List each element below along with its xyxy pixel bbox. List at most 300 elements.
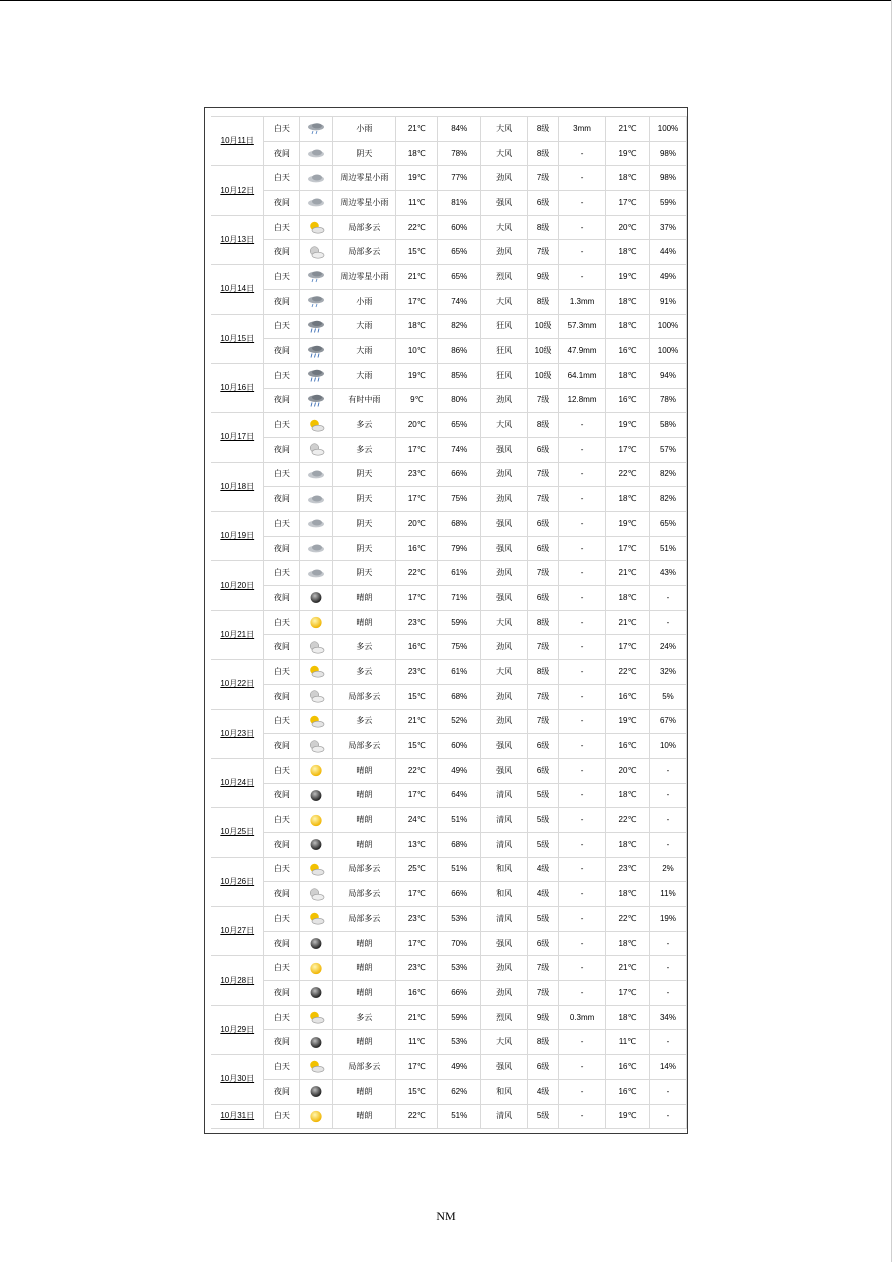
weather-cell: 阴天	[333, 512, 396, 537]
temperature-cell: 23℃	[396, 660, 438, 685]
table-row	[211, 660, 687, 685]
rain-probability-cell: 24%	[649, 635, 686, 660]
wind-cell: 劲风	[481, 487, 528, 512]
wind-level-cell: 8级	[528, 1030, 559, 1055]
icon-cell	[300, 1030, 333, 1055]
overcast-cloud-icon	[307, 468, 325, 481]
precipitation-cell: -	[559, 981, 606, 1006]
wind-level-cell: 6级	[528, 931, 559, 956]
top-rule	[0, 0, 892, 1]
heavy-rain-icon	[307, 320, 325, 333]
weather-cell: 局部多云	[333, 240, 396, 265]
table-row	[211, 1055, 687, 1080]
wind-cell: 强风	[481, 191, 528, 216]
precipitation-cell: -	[559, 857, 606, 882]
precipitation-cell: -	[559, 265, 606, 290]
weather-cell: 晴朗	[333, 783, 396, 808]
precipitation-cell: -	[559, 684, 606, 709]
icon-cell	[300, 289, 333, 314]
rain-probability-cell: 100%	[649, 314, 686, 339]
humidity-cell: 75%	[438, 487, 481, 512]
humidity-cell: 59%	[438, 610, 481, 635]
temperature-cell: 23℃	[396, 462, 438, 487]
icon-cell	[300, 191, 333, 216]
period-cell: 夜间	[264, 684, 300, 709]
icon-cell	[300, 981, 333, 1006]
precipitation-cell: -	[559, 808, 606, 833]
icon-cell	[300, 437, 333, 462]
weather-cell: 局部多云	[333, 857, 396, 882]
icon-cell	[300, 339, 333, 364]
wind-cell: 大风	[481, 660, 528, 685]
period-cell: 白天	[264, 314, 300, 339]
feels-like-cell: 19℃	[606, 709, 650, 734]
wind-level-cell: 5级	[528, 783, 559, 808]
wind-level-cell: 6级	[528, 734, 559, 759]
humidity-cell: 51%	[438, 808, 481, 833]
temperature-cell: 17℃	[396, 437, 438, 462]
sun-cloud-icon	[307, 912, 325, 925]
moon-icon	[307, 937, 325, 950]
sun-icon	[307, 814, 325, 827]
table-row	[211, 684, 687, 709]
wind-cell: 强风	[481, 512, 528, 537]
precipitation-cell: -	[559, 832, 606, 857]
precipitation-cell: 57.3mm	[559, 314, 606, 339]
wind-level-cell: 5级	[528, 832, 559, 857]
table-row	[211, 907, 687, 932]
period-cell: 白天	[264, 413, 300, 438]
humidity-cell: 59%	[438, 1005, 481, 1030]
humidity-cell: 53%	[438, 907, 481, 932]
wind-level-cell: 7级	[528, 635, 559, 660]
table-row	[211, 808, 687, 833]
moon-icon	[307, 838, 325, 851]
rain-probability-cell: 49%	[649, 265, 686, 290]
date-cell: 10月22日	[211, 660, 264, 709]
icon-cell	[300, 832, 333, 857]
weather-cell: 多云	[333, 1005, 396, 1030]
wind-cell: 清风	[481, 808, 528, 833]
table-row	[211, 1104, 687, 1129]
rain-probability-cell: -	[649, 610, 686, 635]
feels-like-cell: 18℃	[606, 487, 650, 512]
icon-cell	[300, 512, 333, 537]
overcast-cloud-icon	[307, 567, 325, 580]
date-cell: 10月17日	[211, 413, 264, 462]
temperature-cell: 22℃	[396, 758, 438, 783]
wind-level-cell: 6级	[528, 1055, 559, 1080]
period-cell: 白天	[264, 166, 300, 191]
period-cell: 白天	[264, 265, 300, 290]
precipitation-cell: -	[559, 610, 606, 635]
wind-cell: 狂风	[481, 363, 528, 388]
icon-cell	[300, 956, 333, 981]
table-row	[211, 1030, 687, 1055]
weather-cell: 周边零星小雨	[333, 166, 396, 191]
icon-cell	[300, 462, 333, 487]
temperature-cell: 15℃	[396, 684, 438, 709]
precipitation-cell: 0.3mm	[559, 1005, 606, 1030]
humidity-cell: 68%	[438, 512, 481, 537]
wind-level-cell: 8级	[528, 117, 559, 142]
wind-cell: 大风	[481, 1030, 528, 1055]
icon-cell	[300, 363, 333, 388]
table-row	[211, 166, 687, 191]
table-row	[211, 610, 687, 635]
temperature-cell: 23℃	[396, 610, 438, 635]
moon-icon	[307, 591, 325, 604]
date-cell: 10月11日	[211, 117, 264, 166]
humidity-cell: 49%	[438, 1055, 481, 1080]
precipitation-cell: 12.8mm	[559, 388, 606, 413]
weather-cell: 晴朗	[333, 758, 396, 783]
precipitation-cell: -	[559, 240, 606, 265]
rain-probability-cell: -	[649, 1079, 686, 1104]
temperature-cell: 19℃	[396, 363, 438, 388]
moon-icon	[307, 1085, 325, 1098]
wind-level-cell: 9级	[528, 265, 559, 290]
sun-cloud-icon	[307, 863, 325, 876]
table-row	[211, 141, 687, 166]
period-cell: 夜间	[264, 437, 300, 462]
humidity-cell: 82%	[438, 314, 481, 339]
wind-cell: 劲风	[481, 240, 528, 265]
date-cell: 10月25日	[211, 808, 264, 857]
wind-cell: 狂风	[481, 339, 528, 364]
feels-like-cell: 16℃	[606, 388, 650, 413]
moon-icon	[307, 789, 325, 802]
wind-cell: 劲风	[481, 166, 528, 191]
rain-probability-cell: -	[649, 758, 686, 783]
temperature-cell: 15℃	[396, 1079, 438, 1104]
temperature-cell: 24℃	[396, 808, 438, 833]
weather-cell: 周边零星小雨	[333, 265, 396, 290]
rain-probability-cell: 58%	[649, 413, 686, 438]
wind-level-cell: 8级	[528, 141, 559, 166]
humidity-cell: 74%	[438, 289, 481, 314]
wind-cell: 大风	[481, 117, 528, 142]
precipitation-cell: -	[559, 586, 606, 611]
humidity-cell: 61%	[438, 660, 481, 685]
feels-like-cell: 21℃	[606, 561, 650, 586]
rain-probability-cell: 14%	[649, 1055, 686, 1080]
weather-cell: 小雨	[333, 289, 396, 314]
feels-like-cell: 18℃	[606, 931, 650, 956]
feels-like-cell: 22℃	[606, 907, 650, 932]
rain-probability-cell: 44%	[649, 240, 686, 265]
feels-like-cell: 18℃	[606, 363, 650, 388]
precipitation-cell: -	[559, 166, 606, 191]
weather-cell: 晴朗	[333, 586, 396, 611]
wind-level-cell: 9级	[528, 1005, 559, 1030]
table-row	[211, 215, 687, 240]
humidity-cell: 68%	[438, 684, 481, 709]
wind-cell: 大风	[481, 141, 528, 166]
humidity-cell: 65%	[438, 240, 481, 265]
date-cell: 10月14日	[211, 265, 264, 314]
wind-cell: 劲风	[481, 388, 528, 413]
rain-probability-cell: 82%	[649, 487, 686, 512]
wind-cell: 烈风	[481, 1005, 528, 1030]
heavy-rain-icon	[307, 369, 325, 382]
period-cell: 夜间	[264, 1079, 300, 1104]
humidity-cell: 84%	[438, 117, 481, 142]
wind-level-cell: 8级	[528, 660, 559, 685]
temperature-cell: 23℃	[396, 907, 438, 932]
wind-level-cell: 7级	[528, 487, 559, 512]
weather-cell: 多云	[333, 709, 396, 734]
sun-icon	[307, 616, 325, 629]
temperature-cell: 16℃	[396, 635, 438, 660]
precipitation-cell: -	[559, 635, 606, 660]
feels-like-cell: 16℃	[606, 1055, 650, 1080]
wind-cell: 劲风	[481, 635, 528, 660]
period-cell: 夜间	[264, 487, 300, 512]
humidity-cell: 79%	[438, 536, 481, 561]
weather-cell: 周边零星小雨	[333, 191, 396, 216]
wind-cell: 清风	[481, 1104, 528, 1129]
precipitation-cell: -	[559, 536, 606, 561]
wind-cell: 清风	[481, 907, 528, 932]
icon-cell	[300, 1104, 333, 1129]
period-cell: 白天	[264, 363, 300, 388]
humidity-cell: 77%	[438, 166, 481, 191]
temperature-cell: 25℃	[396, 857, 438, 882]
wind-level-cell: 5级	[528, 907, 559, 932]
precipitation-cell: -	[559, 1030, 606, 1055]
temperature-cell: 10℃	[396, 339, 438, 364]
feels-like-cell: 19℃	[606, 512, 650, 537]
icon-cell	[300, 265, 333, 290]
temperature-cell: 19℃	[396, 166, 438, 191]
icon-cell	[300, 487, 333, 512]
table-row	[211, 487, 687, 512]
icon-cell	[300, 931, 333, 956]
sun-icon	[307, 764, 325, 777]
temperature-cell: 18℃	[396, 141, 438, 166]
table-row	[211, 413, 687, 438]
rain-probability-cell: 43%	[649, 561, 686, 586]
humidity-cell: 66%	[438, 981, 481, 1006]
weather-cell: 多云	[333, 635, 396, 660]
precipitation-cell: 1.3mm	[559, 289, 606, 314]
icon-cell	[300, 141, 333, 166]
wind-cell: 强风	[481, 437, 528, 462]
period-cell: 夜间	[264, 191, 300, 216]
weather-table-frame	[204, 107, 688, 1134]
temperature-cell: 22℃	[396, 1104, 438, 1129]
heavy-rain-icon	[307, 345, 325, 358]
wind-cell: 大风	[481, 610, 528, 635]
period-cell: 夜间	[264, 882, 300, 907]
date-cell: 10月16日	[211, 363, 264, 412]
humidity-cell: 52%	[438, 709, 481, 734]
rain-probability-cell: 100%	[649, 117, 686, 142]
period-cell: 白天	[264, 215, 300, 240]
humidity-cell: 71%	[438, 586, 481, 611]
precipitation-cell: -	[559, 931, 606, 956]
wind-level-cell: 7级	[528, 561, 559, 586]
overcast-cloud-icon	[307, 542, 325, 555]
table-row	[211, 512, 687, 537]
humidity-cell: 65%	[438, 413, 481, 438]
wind-level-cell: 10级	[528, 314, 559, 339]
period-cell: 白天	[264, 956, 300, 981]
sun-cloud-icon	[307, 419, 325, 432]
icon-cell	[300, 857, 333, 882]
weather-cell: 晴朗	[333, 956, 396, 981]
weather-cell: 局部多云	[333, 215, 396, 240]
rain-probability-cell: 2%	[649, 857, 686, 882]
icon-cell	[300, 561, 333, 586]
precipitation-cell: -	[559, 907, 606, 932]
icon-cell	[300, 783, 333, 808]
wind-level-cell: 4级	[528, 857, 559, 882]
feels-like-cell: 18℃	[606, 314, 650, 339]
wind-level-cell: 4级	[528, 1079, 559, 1104]
weather-cell: 小雨	[333, 117, 396, 142]
weather-cell: 晴朗	[333, 808, 396, 833]
icon-cell	[300, 117, 333, 142]
overcast-cloud-icon	[307, 147, 325, 160]
rain-probability-cell: 37%	[649, 215, 686, 240]
icon-cell	[300, 758, 333, 783]
humidity-cell: 53%	[438, 1030, 481, 1055]
feels-like-cell: 22℃	[606, 660, 650, 685]
rain-probability-cell: 65%	[649, 512, 686, 537]
rain-probability-cell: 34%	[649, 1005, 686, 1030]
wind-cell: 和风	[481, 1079, 528, 1104]
wind-cell: 烈风	[481, 265, 528, 290]
feels-like-cell: 17℃	[606, 536, 650, 561]
overcast-cloud-icon	[307, 172, 325, 185]
overcast-cloud-icon	[307, 517, 325, 530]
wind-cell: 大风	[481, 289, 528, 314]
weather-cell: 局部多云	[333, 882, 396, 907]
temperature-cell: 17℃	[396, 931, 438, 956]
weather-cell: 大雨	[333, 363, 396, 388]
period-cell: 白天	[264, 907, 300, 932]
table-row	[211, 734, 687, 759]
weather-cell: 阴天	[333, 536, 396, 561]
overcast-cloud-icon	[307, 493, 325, 506]
wind-cell: 狂风	[481, 314, 528, 339]
weather-cell: 局部多云	[333, 907, 396, 932]
period-cell: 白天	[264, 808, 300, 833]
precipitation-cell: -	[559, 709, 606, 734]
feels-like-cell: 16℃	[606, 1079, 650, 1104]
weather-cell: 阴天	[333, 462, 396, 487]
period-cell: 夜间	[264, 586, 300, 611]
moon-cloud-icon	[307, 740, 325, 753]
feels-like-cell: 21℃	[606, 117, 650, 142]
humidity-cell: 86%	[438, 339, 481, 364]
wind-level-cell: 7级	[528, 166, 559, 191]
feels-like-cell: 20℃	[606, 758, 650, 783]
icon-cell	[300, 907, 333, 932]
humidity-cell: 49%	[438, 758, 481, 783]
feels-like-cell: 18℃	[606, 166, 650, 191]
humidity-cell: 53%	[438, 956, 481, 981]
date-cell: 10月29日	[211, 1005, 264, 1054]
temperature-cell: 20℃	[396, 512, 438, 537]
precipitation-cell: -	[559, 141, 606, 166]
period-cell: 夜间	[264, 141, 300, 166]
temperature-cell: 16℃	[396, 981, 438, 1006]
temperature-cell: 21℃	[396, 709, 438, 734]
wind-cell: 强风	[481, 1055, 528, 1080]
wind-cell: 劲风	[481, 684, 528, 709]
date-cell: 10月15日	[211, 314, 264, 363]
date-cell: 10月19日	[211, 512, 264, 561]
icon-cell	[300, 586, 333, 611]
weather-cell: 局部多云	[333, 684, 396, 709]
rain-probability-cell: 32%	[649, 660, 686, 685]
temperature-cell: 17℃	[396, 487, 438, 512]
humidity-cell: 61%	[438, 561, 481, 586]
rain-probability-cell: 57%	[649, 437, 686, 462]
wind-cell: 清风	[481, 783, 528, 808]
temperature-cell: 17℃	[396, 1055, 438, 1080]
feels-like-cell: 21℃	[606, 610, 650, 635]
temperature-cell: 11℃	[396, 1030, 438, 1055]
period-cell: 白天	[264, 561, 300, 586]
icon-cell	[300, 808, 333, 833]
precipitation-cell: 64.1mm	[559, 363, 606, 388]
wind-level-cell: 5级	[528, 808, 559, 833]
date-cell: 10月28日	[211, 956, 264, 1005]
rain-probability-cell: -	[649, 981, 686, 1006]
weather-cell: 晴朗	[333, 1030, 396, 1055]
weather-cell: 有时中雨	[333, 388, 396, 413]
sun-cloud-icon	[307, 665, 325, 678]
wind-cell: 劲风	[481, 956, 528, 981]
precipitation-cell: -	[559, 413, 606, 438]
precipitation-cell: -	[559, 215, 606, 240]
feels-like-cell: 16℃	[606, 734, 650, 759]
precipitation-cell: -	[559, 758, 606, 783]
weather-cell: 晴朗	[333, 981, 396, 1006]
sun-cloud-icon	[307, 715, 325, 728]
temperature-cell: 21℃	[396, 1005, 438, 1030]
heavy-rain-icon	[307, 394, 325, 407]
rain-probability-cell: 94%	[649, 363, 686, 388]
wind-level-cell: 6级	[528, 758, 559, 783]
table-row	[211, 931, 687, 956]
feels-like-cell: 20℃	[606, 215, 650, 240]
period-cell: 白天	[264, 512, 300, 537]
table-row	[211, 462, 687, 487]
period-cell: 夜间	[264, 339, 300, 364]
wind-cell: 和风	[481, 882, 528, 907]
precipitation-cell: -	[559, 783, 606, 808]
moon-icon	[307, 986, 325, 999]
feels-like-cell: 19℃	[606, 265, 650, 290]
table-row	[211, 363, 687, 388]
table-row	[211, 240, 687, 265]
humidity-cell: 68%	[438, 832, 481, 857]
period-cell: 夜间	[264, 734, 300, 759]
wind-cell: 强风	[481, 734, 528, 759]
wind-level-cell: 6级	[528, 191, 559, 216]
table-row	[211, 783, 687, 808]
precipitation-cell: -	[559, 660, 606, 685]
rain-probability-cell: 82%	[649, 462, 686, 487]
table-row	[211, 758, 687, 783]
moon-cloud-icon	[307, 641, 325, 654]
icon-cell	[300, 684, 333, 709]
